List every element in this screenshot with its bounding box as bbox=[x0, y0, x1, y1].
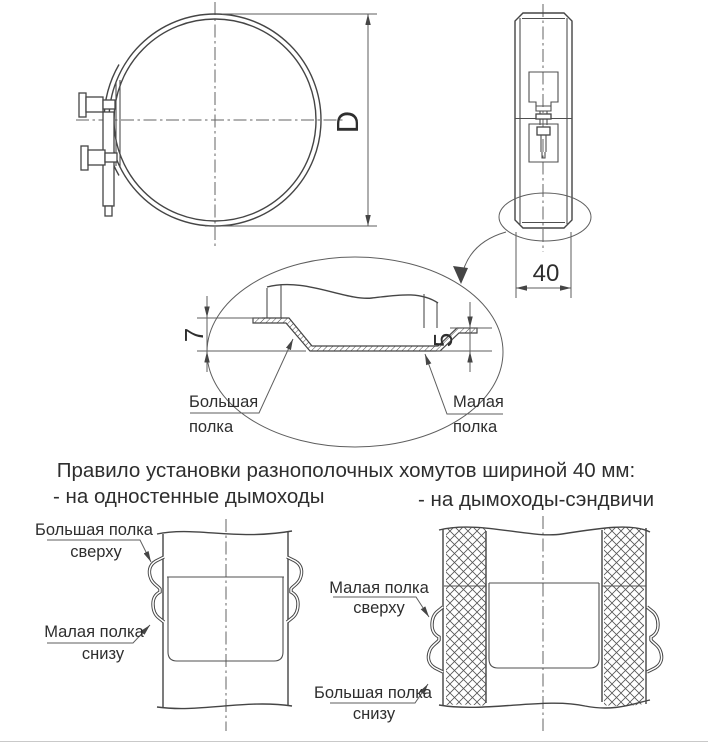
sandwich-bottom-label-line1: Большая полка bbox=[314, 684, 432, 702]
single-wall-diagram bbox=[35, 519, 302, 731]
small-flange-dimension bbox=[428, 302, 492, 372]
sandwich-bottom-callout bbox=[314, 684, 433, 723]
sandwich-clamp-left bbox=[428, 607, 443, 672]
single-wall-break-bottom bbox=[157, 704, 292, 709]
small-flange-callout bbox=[425, 354, 504, 436]
single-wall-break-top bbox=[157, 531, 292, 535]
sandwich-joint bbox=[489, 583, 599, 668]
single-wall-bottom-label-line2: снизу bbox=[81, 645, 125, 663]
sandwich-heading: - на дымоходы-сэндвичи bbox=[418, 488, 655, 511]
small-flange-label-line2: полка bbox=[453, 418, 498, 436]
single-wall-heading: - на одностенные дымоходы bbox=[53, 485, 325, 508]
detail-callout-ellipse bbox=[499, 193, 591, 241]
side-view bbox=[453, 4, 591, 298]
sandwich-diagram bbox=[314, 516, 662, 731]
single-wall-top-label-line2: сверху bbox=[70, 543, 122, 561]
single-wall-clamp-left bbox=[149, 557, 164, 622]
diameter-label: D bbox=[330, 110, 365, 134]
big-flange-dim-label: 7 bbox=[179, 327, 209, 343]
single-wall-bottom-callout bbox=[44, 623, 150, 663]
single-wall-clamp-right bbox=[287, 557, 302, 622]
big-flange-label-line1: Большая bbox=[189, 393, 259, 411]
big-flange-label-line2: полка bbox=[189, 418, 234, 436]
single-wall-bottom-label-line1: Малая полка bbox=[44, 623, 144, 641]
big-flange-callout bbox=[189, 339, 293, 436]
detail-view bbox=[179, 257, 504, 447]
sandwich-clamp-right bbox=[647, 607, 662, 672]
front-view bbox=[76, 2, 377, 248]
detail-callout-arrow-icon bbox=[453, 266, 468, 284]
big-flange-dimension bbox=[179, 296, 306, 372]
small-flange-label-line1: Малая bbox=[453, 393, 504, 411]
sandwich-bottom-label-line2: снизу bbox=[352, 705, 396, 723]
single-wall-top-callout bbox=[35, 521, 154, 562]
single-wall-top-label-line1: Большая полка bbox=[35, 521, 153, 539]
pipe-break-line bbox=[267, 285, 438, 303]
sandwich-top-callout bbox=[329, 579, 429, 617]
bolt-assembly bbox=[79, 80, 120, 216]
detail-callout-leader bbox=[461, 232, 506, 280]
insulation-layers bbox=[446, 524, 644, 708]
sandwich-top-label-line2: сверху bbox=[353, 599, 405, 617]
width-label: 40 bbox=[532, 260, 560, 287]
rule-title: Правило установки разнополочных хомутов шириной 40 мм: bbox=[56, 459, 636, 482]
sandwich-inner-pipe-edges bbox=[486, 530, 602, 703]
small-flange-dim-label: 5 bbox=[428, 332, 458, 348]
sandwich-top-label-line1: Малая полка bbox=[329, 579, 429, 597]
